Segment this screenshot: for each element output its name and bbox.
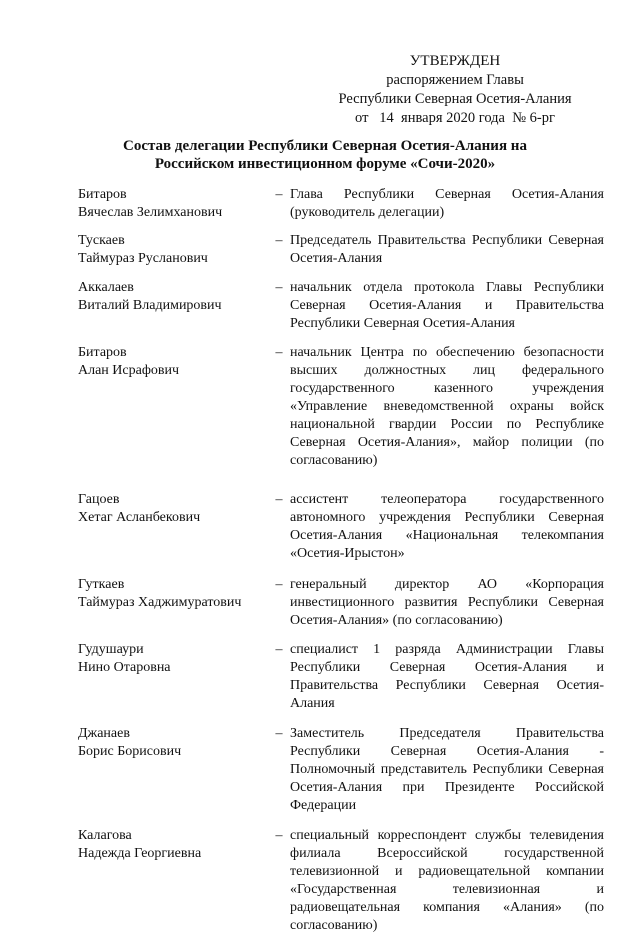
member-dash: – <box>275 642 283 657</box>
member-given-name: Нино Отаровна <box>78 660 171 675</box>
member-name <box>78 186 268 222</box>
delegation-member <box>78 641 608 713</box>
member-dash: – <box>275 280 283 295</box>
member-given-name: Надежда Георгиевна <box>78 846 202 861</box>
member-name <box>78 232 268 268</box>
member-dash: – <box>275 726 283 741</box>
member-surname: Джанаев <box>78 726 130 741</box>
member-given-name: Вячеслав Зелимханович <box>78 205 223 220</box>
member-given-name: Хетаг Асланбекович <box>78 510 201 525</box>
member-name <box>78 725 268 761</box>
member-surname: Аккалаев <box>78 280 134 295</box>
member-name <box>78 641 268 677</box>
member-dash: – <box>275 828 283 843</box>
delegation-member <box>78 827 608 935</box>
member-role: начальник Центра по обеспечению безопасности высших должностных лиц федерального государственного казенного учреждения «Управление вневедомственной охраны войск национальной гвардии России по Республике Северная Осетия-Алания», майор полиции (по согласованию) <box>290 345 604 468</box>
member-role: начальник отдела протокола Главы Республики Северная Осетия-Алания и Правительства Республики Северная Осетия-Алания <box>290 280 604 331</box>
delegation-member <box>78 232 608 268</box>
delegation-list <box>78 186 608 935</box>
delegation-member <box>78 186 608 222</box>
member-given-name: Алан Исрафович <box>78 363 180 378</box>
member-name <box>78 827 268 863</box>
member-dash: – <box>275 233 283 248</box>
approval-line-1: распоряжением Главы <box>386 72 524 88</box>
member-role: Председатель Правительства Республики Северная Осетия-Алания <box>290 233 604 266</box>
member-role: генеральный директор АО «Корпорация инвестиционного развития Республики Северная Осетия-Алания» (по согласованию) <box>290 577 604 628</box>
member-surname: Битаров <box>78 345 127 360</box>
member-dash: – <box>275 492 283 507</box>
approval-heading: УТВЕРЖДЕН <box>409 53 501 69</box>
member-role: Заместитель Председателя Правительства Республики Северная Осетия-Алания - Полномочный представитель Республики Северная Осетия-Алания при Президенте Российской Федерации <box>290 726 604 813</box>
member-dash: – <box>275 577 283 592</box>
document-title-line-1: Состав делегации Республики Северная Осетия-Алания на <box>123 138 527 154</box>
delegation-member <box>78 576 608 630</box>
document-title <box>60 137 590 173</box>
approval-line-3: от 14 января 2020 года № 6-рг <box>355 110 555 126</box>
member-given-name: Борис Борисович <box>78 744 182 759</box>
member-role: ассистент телеоператора государственного автономного учреждения Республики Северная Осетия-Алания «Национальная телекомпания «Осетия-Ирыстон» <box>290 492 604 561</box>
document-title-line-2: Российском инвестиционном форуме «Сочи-2020» <box>154 156 496 172</box>
delegation-member <box>78 725 608 815</box>
member-given-name: Таймураз Русланович <box>78 251 208 266</box>
delegation-member <box>78 279 608 333</box>
member-surname: Гуткаев <box>78 577 125 592</box>
member-name <box>78 491 268 527</box>
member-given-name: Виталий Владимирович <box>78 298 222 313</box>
member-dash: – <box>275 187 283 202</box>
delegation-member <box>78 344 608 470</box>
approval-stamp <box>300 52 610 128</box>
approval-line-2: Республики Северная Осетия-Алания <box>338 91 572 107</box>
member-surname: Гудушаури <box>78 642 144 657</box>
member-name <box>78 279 268 315</box>
member-name <box>78 344 268 380</box>
member-role: специальный корреспондент службы телевидения филиала Всероссийской государственной телевизионной и радиовещательной компании «Государственная телевизионная и радиовещательная компания «Алания» (по согласованию) <box>290 828 604 933</box>
member-dash: – <box>275 345 283 360</box>
member-surname: Гацоев <box>78 492 120 507</box>
member-surname: Калагова <box>78 828 132 843</box>
member-surname: Тускаев <box>78 233 125 248</box>
member-role: Глава Республики Северная Осетия-Алания (руководитель делегации) <box>290 187 604 220</box>
member-name <box>78 576 268 612</box>
delegation-member <box>78 491 608 563</box>
member-given-name: Таймураз Хаджимуратович <box>78 595 242 610</box>
member-surname: Битаров <box>78 187 127 202</box>
member-role: специалист 1 разряда Администрации Главы Республики Северная Осетия-Алания и Правительства Республики Северная Осетия-Алания <box>290 642 604 711</box>
